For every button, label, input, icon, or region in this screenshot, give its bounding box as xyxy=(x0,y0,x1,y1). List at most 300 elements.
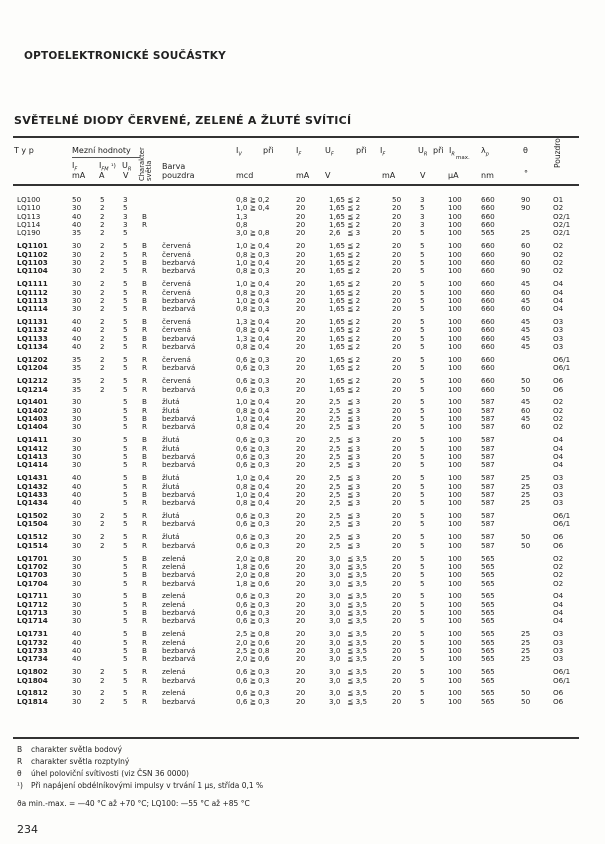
table-row xyxy=(0,474,605,482)
cell-ur-test: 5 xyxy=(420,257,425,267)
page-number: 234 xyxy=(17,823,38,836)
cell-ir: 100 xyxy=(448,511,462,521)
cell-barva: bezbarvá xyxy=(162,266,196,276)
cell-barva: bezbarvá xyxy=(162,519,196,529)
cell-ur-test: 5 xyxy=(420,667,425,677)
cell-pouzdro: O1 xyxy=(553,195,564,204)
cell-barva: červená xyxy=(162,325,191,335)
cell-lambda: 660 xyxy=(481,266,495,276)
cell-uf-if: 20 xyxy=(392,376,402,386)
cell-ur-test: 5 xyxy=(420,532,425,542)
cell-ifm: 2 xyxy=(100,696,105,706)
cell-ir: 100 xyxy=(448,452,462,461)
cell-ur: 5 xyxy=(123,616,128,626)
cell-pouzdro: O3 xyxy=(553,333,564,343)
cell-lambda: 660 xyxy=(481,287,495,297)
cell-ur-test: 5 xyxy=(420,405,425,415)
cell-lambda: 587 xyxy=(481,473,495,483)
cell-charakter: B xyxy=(142,279,147,289)
cell-iv-if: 20 xyxy=(296,599,306,609)
cell-uf-if: 20 xyxy=(392,599,402,609)
cell-lambda: 660 xyxy=(481,211,495,221)
cell-typ: LQ1734 xyxy=(17,654,48,664)
cell-ur-test: 5 xyxy=(420,473,425,483)
cell-iv: 0,8 ≧ 0,4 xyxy=(236,481,270,491)
cell-theta: 25 xyxy=(521,481,531,491)
cell-iv-if: 20 xyxy=(296,220,306,229)
cell-pouzdro: O2 xyxy=(553,570,564,580)
table-row xyxy=(0,677,605,685)
table-row xyxy=(0,423,605,431)
cell-iv: 0,8 ≧ 0,4 xyxy=(236,498,270,508)
cell-ir: 100 xyxy=(448,397,462,407)
header-uf xyxy=(325,146,334,158)
cell-lambda: 587 xyxy=(481,397,495,407)
cell-uf-if: 20 xyxy=(392,443,402,453)
header-barva: Barva xyxy=(162,162,186,171)
cell-pouzdro: O4 xyxy=(553,599,564,609)
cell-lambda: 587 xyxy=(481,532,495,542)
cell-iv-if: 20 xyxy=(296,384,306,394)
cell-ur-test: 5 xyxy=(420,295,425,305)
cell-pouzdro: O4 xyxy=(553,452,564,461)
cell-iv-if: 20 xyxy=(296,553,306,563)
cell-uf-if: 20 xyxy=(392,452,402,461)
cell-lambda: 587 xyxy=(481,443,495,453)
header-lambda xyxy=(481,146,489,158)
cell-theta: 25 xyxy=(521,498,531,508)
cell-typ: LQ1133 xyxy=(17,333,48,343)
cell-ir: 100 xyxy=(448,591,462,601)
cell-uf: 1,65 ≦ 2 xyxy=(329,203,361,213)
cell-iv-if: 20 xyxy=(296,519,306,529)
cell-if: 30 xyxy=(72,675,82,685)
cell-charakter: R xyxy=(142,561,147,571)
cell-if: 30 xyxy=(72,561,82,571)
cell-uf: 2,5 ≦ 3 xyxy=(329,414,361,424)
header-ifm-unit: A xyxy=(99,171,105,180)
table-row xyxy=(0,461,605,469)
table-row xyxy=(0,520,605,528)
table-title: SVĚTELNÉ DIODY ČERVENÉ, ZELENÉ A ŽLUTÉ SVÍTICÍ xyxy=(14,114,352,127)
table-row xyxy=(0,580,605,588)
cell-iv-if: 20 xyxy=(296,203,306,213)
cell-pouzdro: O2 xyxy=(553,203,564,213)
cell-theta: 60 xyxy=(521,241,531,251)
cell-iv-if: 20 xyxy=(296,675,306,685)
cell-charakter: R xyxy=(142,696,147,706)
cell-iv-if: 20 xyxy=(296,295,306,305)
cell-typ: LQ1431 xyxy=(17,473,48,483)
cell-iv: 0,8 ≧ 0,2 xyxy=(236,195,270,204)
cell-iv: 2,0 ≧ 0,8 xyxy=(236,553,270,563)
cell-lambda: 587 xyxy=(481,414,495,424)
cell-typ: LQ1432 xyxy=(17,481,48,491)
cell-iv-if: 20 xyxy=(296,211,306,221)
cell-ur-test: 5 xyxy=(420,241,425,251)
cell-typ: LQ1202 xyxy=(17,355,48,364)
cell-uf: 2,5 ≦ 3 xyxy=(329,422,361,432)
cell-pouzdro: O6 xyxy=(553,696,564,706)
cell-if: 35 xyxy=(72,228,82,238)
header-if2 xyxy=(296,146,301,158)
cell-ifm: 2 xyxy=(100,325,105,335)
cell-charakter: R xyxy=(142,443,147,453)
cell-barva: žlutá xyxy=(162,405,180,415)
table-row xyxy=(0,364,605,372)
cell-barva: zelená xyxy=(162,591,186,601)
cell-uf: 3,0 ≦ 3,5 xyxy=(329,608,368,618)
cell-barva: bezbarvá xyxy=(162,654,196,664)
cell-barva: žlutá xyxy=(162,443,180,453)
cell-lambda: 565 xyxy=(481,570,495,580)
cell-ur: 5 xyxy=(123,203,128,213)
cell-iv: 0,6 ≧ 0,3 xyxy=(236,443,270,453)
cell-ur-test: 5 xyxy=(420,249,425,259)
cell-ir: 100 xyxy=(448,637,462,647)
cell-iv: 0,6 ≧ 0,3 xyxy=(236,376,270,386)
cell-ur-test: 5 xyxy=(420,460,425,470)
cell-ir: 100 xyxy=(448,570,462,580)
cell-if: 30 xyxy=(72,608,82,618)
cell-ifm: 2 xyxy=(100,688,105,698)
header-ur-unit: V xyxy=(123,171,129,180)
cell-ur: 5 xyxy=(123,629,128,639)
cell-lambda: 660 xyxy=(481,195,495,204)
cell-iv-if: 20 xyxy=(296,570,306,580)
cell-barva: žlutá xyxy=(162,397,180,407)
cell-ur-test: 5 xyxy=(420,489,425,499)
cell-if: 30 xyxy=(72,249,82,259)
cell-iv: 0,6 ≧ 0,3 xyxy=(236,355,270,364)
cell-uf: 3,0 ≦ 3,5 xyxy=(329,591,368,601)
cell-ur: 5 xyxy=(123,317,128,327)
cell-barva: bezbarvá xyxy=(162,363,196,373)
cell-pouzdro: O2 xyxy=(553,405,564,415)
cell-charakter: R xyxy=(142,599,147,609)
header-if-symbol: I xyxy=(72,161,75,170)
cell-ur-test: 5 xyxy=(420,422,425,432)
cell-iv: 0,8 ≧ 0,4 xyxy=(236,325,270,335)
cell-typ: LQ100 xyxy=(17,195,41,204)
cell-charakter: B xyxy=(142,452,147,461)
cell-charakter: R xyxy=(142,249,147,259)
cell-barva: žlutá xyxy=(162,532,180,542)
cell-pouzdro: O4 xyxy=(553,435,564,445)
cell-ur-test: 5 xyxy=(420,435,425,445)
cell-typ: LQ1404 xyxy=(17,422,48,432)
cell-barva: bezbarvá xyxy=(162,646,196,655)
cell-uf: 2,5 ≦ 3 xyxy=(329,481,361,491)
cell-ir: 100 xyxy=(448,498,462,508)
header-ir-unit: μA xyxy=(448,171,459,180)
cell-ur: 5 xyxy=(123,422,128,432)
header-if-unit: mA xyxy=(72,171,86,180)
cell-if: 40 xyxy=(72,211,82,221)
cell-ifm: 2 xyxy=(100,228,105,238)
cell-uf: 1,65 ≦ 2 xyxy=(329,257,361,267)
cell-iv: 0,8 ≧ 0,3 xyxy=(236,304,270,314)
cell-if: 30 xyxy=(72,532,82,542)
cell-ur: 5 xyxy=(123,540,128,550)
cell-theta: 60 xyxy=(521,287,531,297)
cell-iv-if: 20 xyxy=(296,489,306,499)
cell-iv-if: 20 xyxy=(296,422,306,432)
cell-if: 35 xyxy=(72,355,82,364)
cell-uf: 2,5 ≦ 3 xyxy=(329,540,361,550)
cell-uf: 2,5 ≦ 3 xyxy=(329,511,361,521)
cell-barva: zelená xyxy=(162,553,186,563)
cell-lambda: 587 xyxy=(481,452,495,461)
cell-ur-test: 5 xyxy=(420,570,425,580)
cell-ur: 5 xyxy=(123,376,128,386)
cell-ur-test: 5 xyxy=(420,376,425,386)
cell-ur-test: 5 xyxy=(420,304,425,314)
cell-iv-if: 20 xyxy=(296,511,306,521)
cell-ur-test: 5 xyxy=(420,443,425,453)
cell-uf-if: 20 xyxy=(392,540,402,550)
table-row xyxy=(0,377,605,385)
cell-ir: 100 xyxy=(448,405,462,415)
cell-iv-if: 20 xyxy=(296,287,306,297)
cell-typ: LQ1111 xyxy=(17,279,48,289)
cell-theta: 25 xyxy=(521,646,531,655)
cell-ur: 5 xyxy=(123,667,128,677)
header-ur2-sub: R xyxy=(423,151,428,158)
cell-theta: 60 xyxy=(521,422,531,432)
cell-ir: 100 xyxy=(448,688,462,698)
header-if-sub: F xyxy=(74,166,78,173)
cell-ir: 100 xyxy=(448,287,462,297)
cell-charakter: R xyxy=(142,667,147,677)
cell-lambda: 660 xyxy=(481,295,495,305)
cell-typ: LQ1504 xyxy=(17,519,48,529)
cell-theta: 60 xyxy=(521,257,531,267)
cell-iv-if: 20 xyxy=(296,654,306,664)
cell-lambda: 587 xyxy=(481,405,495,415)
cell-lambda: 565 xyxy=(481,591,495,601)
cell-uf-if: 50 xyxy=(392,195,402,204)
cell-lambda: 587 xyxy=(481,422,495,432)
cell-uf-if: 20 xyxy=(392,414,402,424)
cell-if: 30 xyxy=(72,422,82,432)
cell-ifm: 2 xyxy=(100,241,105,251)
cell-typ: LQ1132 xyxy=(17,325,48,335)
cell-pouzdro: O2 xyxy=(553,422,564,432)
cell-iv-if: 20 xyxy=(296,688,306,698)
cell-ur: 5 xyxy=(123,295,128,305)
cell-pouzdro: O2 xyxy=(553,414,564,424)
cell-uf: 3,0 ≦ 3,5 xyxy=(329,570,368,580)
cell-uf: 1,65 ≦ 2 xyxy=(329,195,361,204)
cell-uf: 3,0 ≦ 3,5 xyxy=(329,696,368,706)
header-pouzdra: pouzdra xyxy=(162,171,195,180)
footnote-text: úhel poloviční svítivosti (viz ČSN 36 0000) xyxy=(31,769,189,778)
cell-uf: 3,0 ≦ 3,5 xyxy=(329,637,368,647)
cell-iv: 1,0 ≧ 0,4 xyxy=(236,257,270,267)
cell-pouzdro: O6/1 xyxy=(553,355,571,364)
footnote-key: R xyxy=(17,757,23,766)
cell-uf-if: 20 xyxy=(392,266,402,276)
cell-ir: 100 xyxy=(448,295,462,305)
cell-ur-test: 5 xyxy=(420,203,425,213)
cell-iv-if: 20 xyxy=(296,405,306,415)
cell-iv-if: 20 xyxy=(296,414,306,424)
cell-ir: 100 xyxy=(448,257,462,267)
footnote-key: ¹) xyxy=(17,781,23,790)
cell-if: 35 xyxy=(72,376,82,386)
cell-pouzdro: O6/1 xyxy=(553,519,571,529)
cell-typ: LQ1413 xyxy=(17,452,48,461)
cell-theta: 50 xyxy=(521,696,531,706)
cell-uf-if: 20 xyxy=(392,667,402,677)
cell-uf-if: 20 xyxy=(392,578,402,588)
cell-ifm: 2 xyxy=(100,511,105,521)
cell-iv-if: 20 xyxy=(296,342,306,352)
cell-uf-if: 20 xyxy=(392,553,402,563)
cell-barva: bezbarvá xyxy=(162,342,196,352)
cell-if: 30 xyxy=(72,405,82,415)
cell-typ: LQ1731 xyxy=(17,629,48,639)
cell-barva: bezbarvá xyxy=(162,452,196,461)
cell-ur-test: 5 xyxy=(420,511,425,521)
cell-iv: 0,6 ≧ 0,3 xyxy=(236,452,270,461)
table-row xyxy=(0,343,605,351)
cell-if: 40 xyxy=(72,489,82,499)
cell-lambda: 565 xyxy=(481,616,495,626)
table-top-rule xyxy=(13,136,579,138)
cell-charakter: R xyxy=(142,405,147,415)
header-lambda-unit: nm xyxy=(481,171,494,180)
cell-uf-if: 20 xyxy=(392,342,402,352)
cell-ifm: 2 xyxy=(100,211,105,221)
cell-barva: bezbarvá xyxy=(162,295,196,305)
cell-charakter: B xyxy=(142,473,147,483)
cell-uf: 1,65 ≦ 2 xyxy=(329,279,361,289)
cell-uf: 3,0 ≦ 3,5 xyxy=(329,667,368,677)
cell-typ: LQ1804 xyxy=(17,675,48,685)
cell-ur-test: 5 xyxy=(420,553,425,563)
footnote xyxy=(17,769,189,778)
table-row xyxy=(0,668,605,676)
cell-uf-if: 20 xyxy=(392,295,402,305)
cell-uf-if: 20 xyxy=(392,532,402,542)
cell-ur: 5 xyxy=(123,608,128,618)
cell-barva: bezbarvá xyxy=(162,460,196,470)
table-row xyxy=(0,542,605,550)
cell-iv-if: 20 xyxy=(296,266,306,276)
cell-ifm: 2 xyxy=(100,363,105,373)
cell-lambda: 587 xyxy=(481,540,495,550)
table-row xyxy=(0,571,605,579)
cell-iv: 2,0 ≧ 0,6 xyxy=(236,654,270,664)
cell-ifm: 2 xyxy=(100,203,105,213)
header-iv-sub: V xyxy=(238,151,242,158)
cell-if: 30 xyxy=(72,279,82,289)
cell-if: 40 xyxy=(72,333,82,343)
cell-typ: LQ1114 xyxy=(17,304,48,314)
cell-ir: 100 xyxy=(448,325,462,335)
header-if2-sub: F xyxy=(298,151,302,158)
cell-uf: 1,65 ≦ 2 xyxy=(329,384,361,394)
cell-iv: 0,6 ≧ 0,3 xyxy=(236,532,270,542)
cell-uf-if: 20 xyxy=(392,637,402,647)
cell-lambda: 660 xyxy=(481,304,495,314)
cell-uf: 2,5 ≦ 3 xyxy=(329,460,361,470)
cell-if: 30 xyxy=(72,540,82,550)
cell-typ: LQ1732 xyxy=(17,637,48,647)
cell-lambda: 565 xyxy=(481,688,495,698)
cell-typ: LQ1113 xyxy=(17,295,48,305)
cell-uf: 2,5 ≦ 3 xyxy=(329,452,361,461)
cell-barva: červená xyxy=(162,279,191,289)
cell-charakter: R xyxy=(142,304,147,314)
header-if3-symbol: I xyxy=(380,146,383,155)
cell-ur: 5 xyxy=(123,519,128,529)
cell-ur-test: 3 xyxy=(420,195,425,204)
cell-ur: 5 xyxy=(123,511,128,521)
cell-pouzdro: O3 xyxy=(553,317,564,327)
header-pri-1: při xyxy=(263,146,274,155)
cell-ur: 5 xyxy=(123,405,128,415)
cell-ir: 100 xyxy=(448,435,462,445)
cell-ur: 5 xyxy=(123,452,128,461)
cell-pouzdro: O2/1 xyxy=(553,220,571,229)
cell-if: 30 xyxy=(72,570,82,580)
cell-ur: 5 xyxy=(123,241,128,251)
cell-barva: bezbarvá xyxy=(162,675,196,685)
cell-typ: LQ1733 xyxy=(17,646,48,655)
cell-theta: 25 xyxy=(521,473,531,483)
cell-if: 30 xyxy=(72,452,82,461)
cell-theta: 25 xyxy=(521,629,531,639)
cell-charakter: R xyxy=(142,287,147,297)
cell-theta: 90 xyxy=(521,203,531,213)
cell-iv: 0,8 ≧ 0,4 xyxy=(236,342,270,352)
cell-iv-if: 20 xyxy=(296,473,306,483)
cell-ur-test: 5 xyxy=(420,675,425,685)
cell-ur-test: 5 xyxy=(420,397,425,407)
cell-iv-if: 20 xyxy=(296,333,306,343)
cell-pouzdro: O3 xyxy=(553,646,564,655)
cell-barva: bezbarvá xyxy=(162,578,196,588)
cell-if: 40 xyxy=(72,498,82,508)
cell-iv-if: 20 xyxy=(296,591,306,601)
cell-typ: LQ1131 xyxy=(17,317,48,327)
cell-iv-if: 20 xyxy=(296,532,306,542)
cell-iv: 0,6 ≧ 0,3 xyxy=(236,688,270,698)
temperature-note: ϑa min.-max. = —40 °C až +70 °C; LQ100: —55 °C až +85 °C xyxy=(17,799,250,808)
cell-iv: 2,0 ≧ 0,6 xyxy=(236,637,270,647)
cell-theta: 45 xyxy=(521,414,531,424)
cell-uf-if: 20 xyxy=(392,228,402,238)
cell-iv: 0,6 ≧ 0,3 xyxy=(236,384,270,394)
cell-uf-if: 20 xyxy=(392,203,402,213)
mezni-hodnoty-underline xyxy=(72,157,140,158)
cell-ur: 5 xyxy=(123,333,128,343)
cell-lambda: 660 xyxy=(481,384,495,394)
cell-charakter: R xyxy=(142,688,147,698)
cell-ifm: 2 xyxy=(100,295,105,305)
cell-ur: 5 xyxy=(123,257,128,267)
cell-uf: 1,65 ≦ 2 xyxy=(329,287,361,297)
cell-charakter: R xyxy=(142,616,147,626)
footnote-key: θ xyxy=(17,769,22,778)
header-iv-unit: mcd xyxy=(236,171,254,180)
cell-if: 30 xyxy=(72,241,82,251)
cell-charakter: R xyxy=(142,325,147,335)
cell-lambda: 565 xyxy=(481,675,495,685)
